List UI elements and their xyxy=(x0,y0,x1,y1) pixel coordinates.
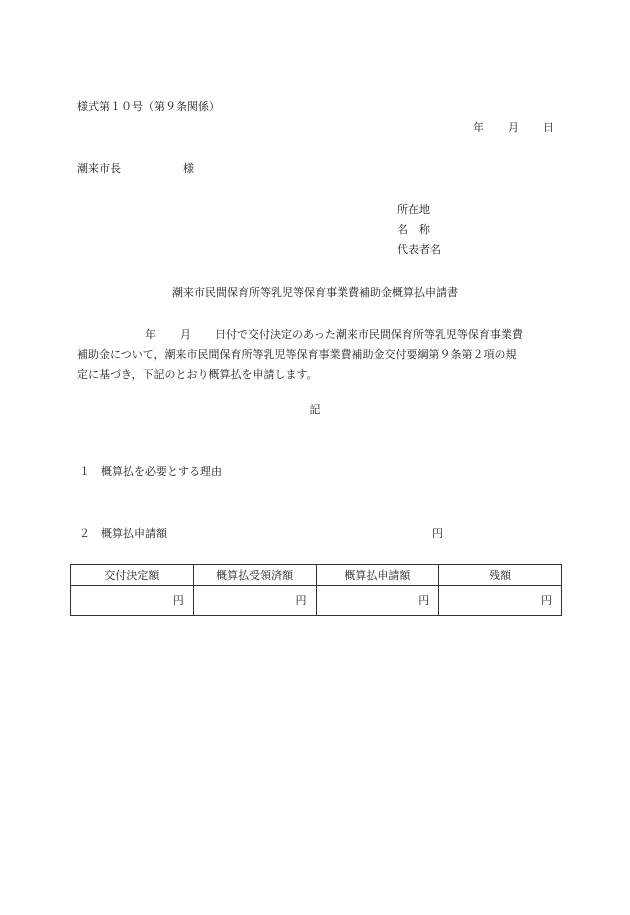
item-number: １ xyxy=(79,465,90,478)
body-line-3: 定に基づき，下記のとおり概算払を申請します。 xyxy=(77,368,318,381)
body-month: 月 xyxy=(180,328,191,341)
amount-unit: 円 xyxy=(432,527,443,540)
table-header-cell: 残額 xyxy=(439,565,562,586)
date-day-label: 日 xyxy=(543,121,554,134)
table-row xyxy=(71,586,562,616)
document-title: 潮来市民間保育所等乳児等保育事業費補助金概算払申請書 xyxy=(172,286,458,299)
addressee-name: 潮来市長 xyxy=(77,162,121,175)
date-year-label: 年 xyxy=(473,121,484,134)
form-number: 様式第１０号（第９条関係） xyxy=(77,100,220,113)
table-header-cell: 概算払申請額 xyxy=(316,565,439,586)
body-line-1 xyxy=(77,325,561,345)
addressee-honorific: 様 xyxy=(183,162,194,175)
applicant-name-label-1: 名 xyxy=(397,223,408,236)
table-header-row xyxy=(71,565,562,586)
table-cell: 円 xyxy=(193,586,316,616)
table-cell: 円 xyxy=(316,586,439,616)
date-month-label: 月 xyxy=(508,121,519,134)
applicant-address-label: 所在地 xyxy=(397,203,430,216)
body-paragraph xyxy=(77,325,561,385)
item-number: ２ xyxy=(79,527,90,540)
addressee xyxy=(77,163,194,174)
applicant-name-label xyxy=(397,224,430,235)
applicant-name-label-2: 称 xyxy=(419,223,430,236)
date-line xyxy=(473,122,554,133)
table-cell: 円 xyxy=(71,586,194,616)
table-cell: 円 xyxy=(439,586,562,616)
item-reason xyxy=(79,466,222,477)
item-amount xyxy=(79,528,167,539)
table-header-cell: 概算払受領済額 xyxy=(193,565,316,586)
ki-heading: 記 xyxy=(309,403,321,416)
item-label: 概算払を必要とする理由 xyxy=(101,465,222,478)
table-header-cell: 交付決定額 xyxy=(71,565,194,586)
body-line-1-text: 日付で交付決定のあった潮来市民間保育所等乳児等保育事業費 xyxy=(215,328,523,341)
body-year: 年 xyxy=(145,328,156,341)
item-label: 概算払申請額 xyxy=(101,527,167,540)
summary-table xyxy=(70,564,562,616)
body-line-2: 補助金について，潮来市民間保育所等乳児等保育事業費補助金交付要綱第９条第２項の規 xyxy=(77,348,517,361)
applicant-representative-label: 代表者名 xyxy=(397,243,441,256)
